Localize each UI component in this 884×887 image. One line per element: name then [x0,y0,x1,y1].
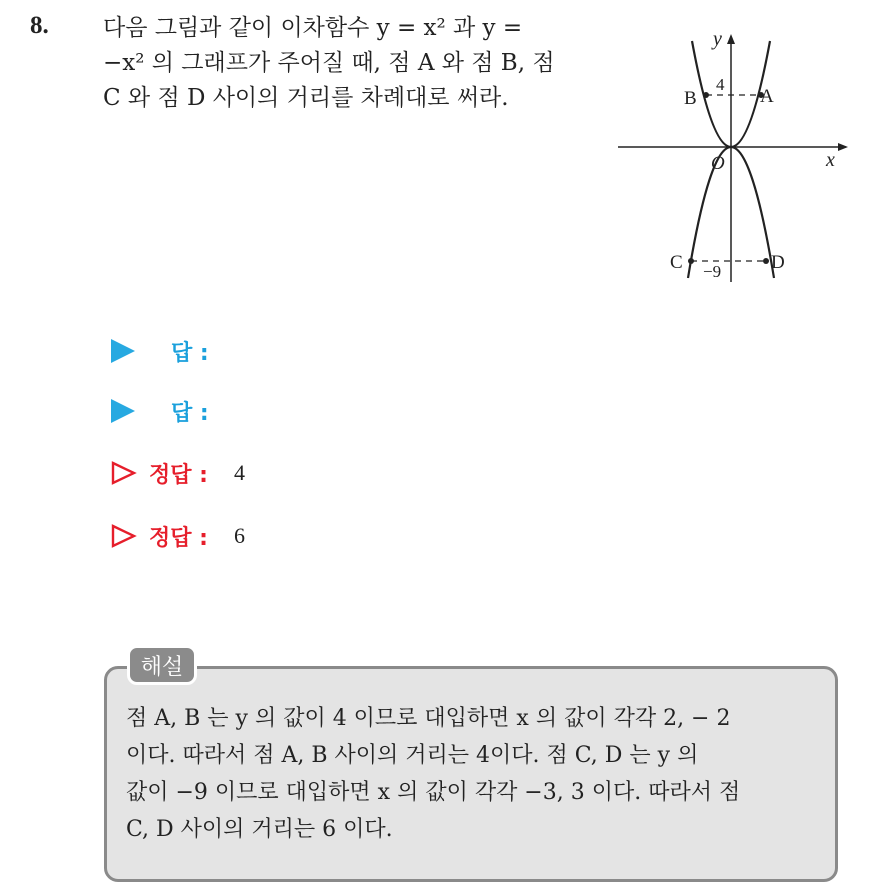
triangle-bullet-icon [111,399,135,423]
x-axis-arrow [838,143,848,151]
point-d-label: D [771,252,785,273]
answer-label: 답 : [171,400,209,426]
origin-label: O [711,153,725,174]
correct-value: 4 [233,460,245,485]
explanation-line-1: 점 A, B 는 y 의 값이 4 이므로 대입하면 x 의 값이 각각 2, − 2 [126,706,731,731]
triangle-outline-icon [111,524,137,548]
point-a-label: A [760,86,774,107]
answer-label: 답 : [171,340,209,366]
parabola-graph [612,26,848,288]
question-line-2: −x² 의 그래프가 주어질 때, 점 A 와 점 B, 점 [103,50,555,76]
tick-label-4: 4 [716,75,725,94]
tick-label-neg9: −9 [703,262,722,281]
correct-row-1 [111,458,245,488]
triangle-bullet-icon [111,339,135,363]
point-b-label: B [684,88,697,109]
question-text [103,11,593,116]
explanation-line-3: 값이 −9 이므로 대입하면 x 의 값이 각각 −3, 3 이다. 따라서 점 [126,780,741,805]
triangle-outline-icon [111,461,137,485]
correct-label: 정답 : [149,462,208,488]
x-axis-label: x [826,149,835,171]
explanation-text [126,700,826,848]
correct-label: 정답 : [149,525,208,551]
correct-value: 6 [233,523,245,548]
point-d-dot [763,258,769,264]
answer-row-1 [111,336,409,366]
explanation-line-4: C, D 사이의 거리는 6 이다. [126,817,393,842]
y-axis-arrow [727,34,735,44]
correct-row-2 [111,521,245,551]
explanation-tag: 해설 [127,645,197,685]
explanation-line-2: 이다. 따라서 점 A, B 사이의 거리는 4이다. 점 C, D 는 y 의 [126,743,699,768]
point-b-dot [703,92,709,98]
point-c-dot [688,258,694,264]
answer-row-2 [111,396,409,426]
y-axis-label: y [713,28,722,50]
question-line-3: C 와 점 D 사이의 거리를 차례대로 써라. [103,85,509,111]
question-number: 8. [30,12,49,39]
question-line-1: 다음 그림과 같이 이차함수 y = x² 과 y = [103,15,523,41]
point-c-label: C [670,252,683,273]
